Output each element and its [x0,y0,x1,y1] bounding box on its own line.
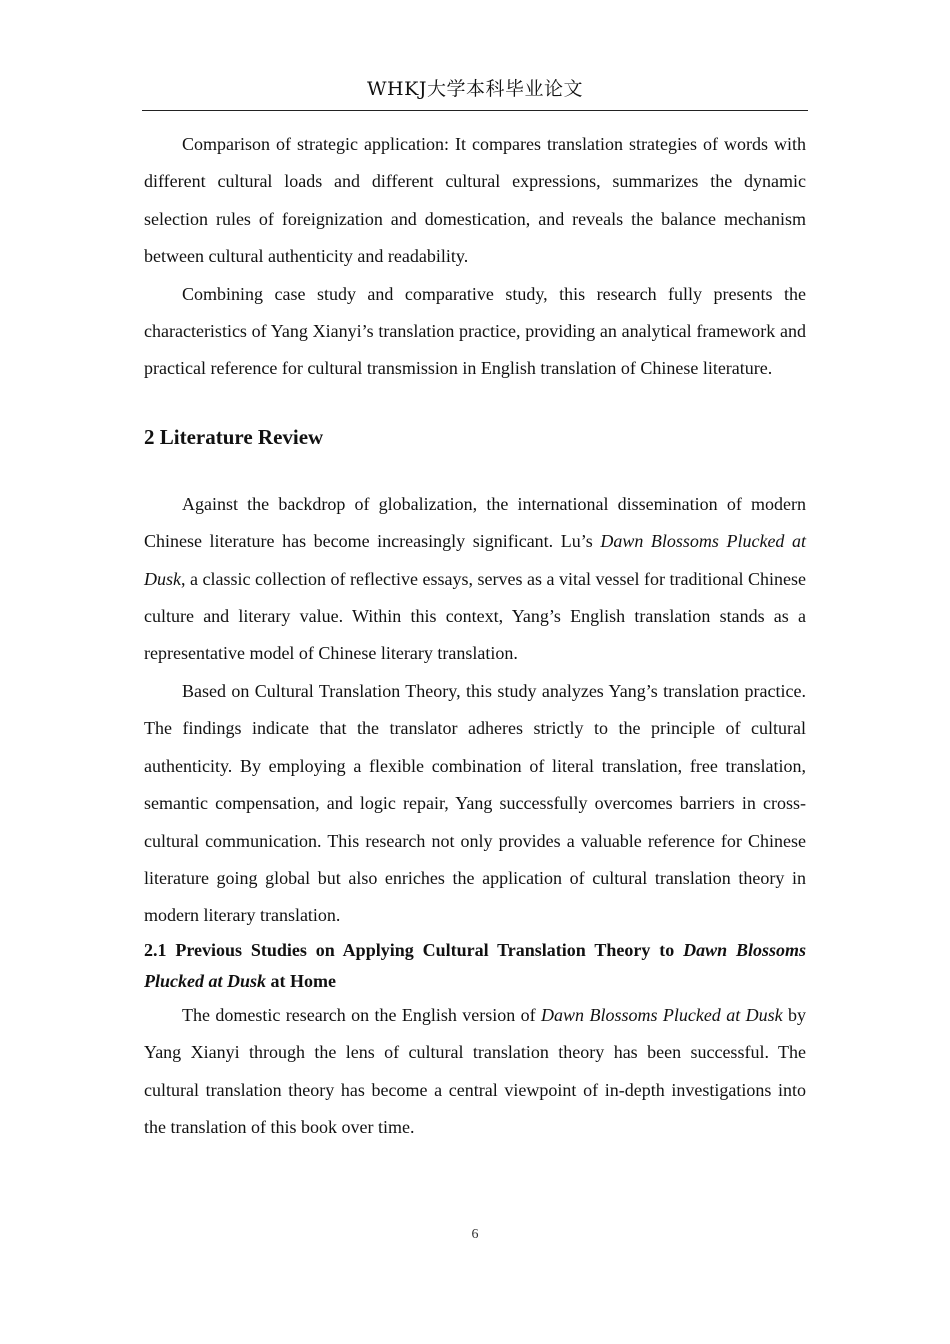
book-title: Dawn Blossoms Plucked at Dusk [144,531,806,589]
paragraph-cultural-translation-theory: Based on Cultural Translation Theory, this study analyzes Yang’s translation practice. The findings indicate that the translator adheres strictly to the principle of cultural authenticity. By employing a flexible combination of literal translation, free translation, semantic compensation, and logic repair, Yang successfully overcomes barriers in cross-cultural communication. This research not only provides a valuable reference for Chinese literature going global but also enriches the application of cultural translation theory in modern literary translation. [144,680,806,926]
heading-text: 2.1 Previous Studies on Applying Cultural Translation Theory to [144,939,684,960]
header-rule [142,110,808,111]
spacer [144,388,806,419]
paragraph-text: Against the backdrop of globalization, the international dissemination of modern Chinese literature has become increasingly significant. Lu’s [144,493,806,552]
book-title: Dawn Blossoms Plucked at Dusk [144,939,807,991]
paragraph-domestic-research [144,997,806,1147]
paragraph-text: by Yang Xianyi through the lens of cultural translation theory has been successful. The cultural translation theory has become a central viewpoint of in-depth investigations into the translation of this book over time. [144,1004,806,1137]
paragraph-research-summary: Combining case study and comparative study, this research fully presents the characteristics of Yang Xianyi’s translation practice, providing an analytical framework and practical reference for cultural transmission in English translation of Chinese literature. [144,283,806,379]
page-number: 6 [471,1227,479,1242]
spacer [144,456,806,486]
book-title: Dawn Blossoms Plucked at Dusk [541,1004,783,1025]
running-header: WHKJ大学本科毕业论文 [367,78,583,100]
paragraph-text: , a classic collection of reflective essays, serves as a vital vessel for traditional Chinese culture and literary value. Within this context, Yang’s English translation stands as a representative model of Chinese literary translation. [144,568,806,664]
paragraph-strategic-application: Comparison of strategic application: It compares translation strategies of words with different cultural loads and different cultural expressions, summarizes the dynamic selection rules of foreignization and domestication, and reveals the balance mechanism between cultural authenticity and readability. [144,134,806,267]
paragraph-text: The domestic research on the English version of [182,1004,542,1025]
paragraph-globalization [144,486,806,673]
section-heading-literature-review: 2 Literature Review [144,424,324,449]
page-body [144,126,806,1146]
subsection-heading-2-1 [144,935,806,997]
heading-text: at Home [266,970,336,991]
